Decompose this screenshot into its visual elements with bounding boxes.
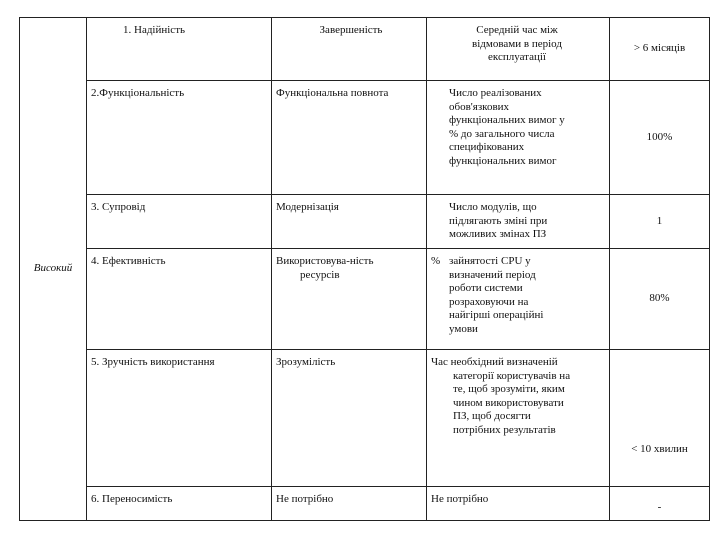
table-row [20,18,710,81]
characteristic-cell [87,195,272,249]
characteristic-label: 1. Надійність [123,24,186,36]
characteristic-label: 2.Функціональність [91,87,185,99]
characteristic-cell [87,18,272,81]
characteristic-label: 4. Ефективність [91,255,166,267]
metric-line: підлягають зміні при [449,214,548,227]
metric-line: % до загального числа [449,127,555,140]
metric-cell [427,18,610,81]
metric-line: розраховуючи на [449,295,529,308]
characteristic-cell [87,81,272,195]
metric-line: Середній час між [476,24,558,36]
subcharacteristic-label: Завершеність [319,24,383,36]
metric-line: експлуатації [488,51,546,63]
metric-cell [427,81,610,195]
metric-line: умови [449,322,478,335]
subcharacteristic-cell [272,195,427,249]
value-cell [610,350,710,487]
metric-label: Не потрібно [431,493,489,505]
value-label: - [657,500,662,513]
metric-line: можливих змінах ПЗ [449,228,547,240]
table-row [20,249,710,350]
value-cell [610,195,710,249]
table-row [20,195,710,249]
metric-line: визначений період [449,268,536,281]
metric-prefix: % [431,255,441,267]
subcharacteristic-cell [272,249,427,350]
quality-metrics-table [19,17,710,521]
subcharacteristic-label: Не потрібно [276,493,334,505]
metric-line: Число реалізованих [449,87,542,99]
metric-line: відмовами в період [472,37,562,50]
characteristic-cell [87,249,272,350]
subcharacteristic-cell [272,487,427,521]
subcharacteristic-cell [272,350,427,487]
value-label: < 10 хвилин [631,442,688,455]
metric-line: найгірші операційні [449,309,544,321]
value-label: 100% [646,130,673,143]
metric-line: Число модулів, що [449,201,537,213]
value-label: 1 [656,214,663,227]
value-cell [610,487,710,521]
subcharacteristic-label: Функціональна повнота [276,87,389,99]
table-row [20,350,710,487]
metric-line: функціональних вимог [449,154,557,167]
characteristic-cell [87,350,272,487]
metric-cell [427,249,610,350]
value-label: 80% [649,292,670,305]
metric-line: те, щоб зрозуміти, яким [453,383,565,395]
metric-cell [427,487,610,521]
characteristic-label: 3. Супровід [91,201,146,213]
metric-body [449,255,603,336]
value-cell [610,249,710,350]
metric-line: роботи системи [449,282,523,294]
metric-line: зайнятості CPU у [449,255,531,267]
characteristic-cell [87,487,272,521]
metric-line: функціональних вимог у [449,114,565,126]
characteristic-label: 6. Переносимість [91,493,173,505]
subcharacteristic-cell [272,81,427,195]
level-cell [20,18,87,521]
table-row [20,487,710,521]
value-cell [610,81,710,195]
value-cell [610,18,710,81]
metric-line: потрібних результатів [453,423,556,436]
subcharacteristic-line: ресурсів [300,268,340,281]
level-label: Високий [33,262,73,275]
metric-line: специфікованих [449,141,525,153]
metric-block [431,255,603,336]
value-label: > 6 місяців [633,42,686,55]
subcharacteristic-label: Зрозумілість [276,356,336,368]
subcharacteristic-label: Модернізація [276,201,339,213]
metric-cell [427,350,610,487]
metric-line: ПЗ, щоб досягти [453,410,531,422]
characteristic-label: 5. Зручність використання [91,356,215,368]
subcharacteristic-line: Використовува-ність [276,255,374,267]
metric-line: Час необхідний визначеній [431,356,558,368]
table-row [20,81,710,195]
metric-cell [427,195,610,249]
metric-line: чином використовувати [453,396,564,409]
metric-line: обов'язкових [449,100,510,113]
metric-line: категорії користувачів на [453,369,571,382]
subcharacteristic-cell [272,18,427,81]
